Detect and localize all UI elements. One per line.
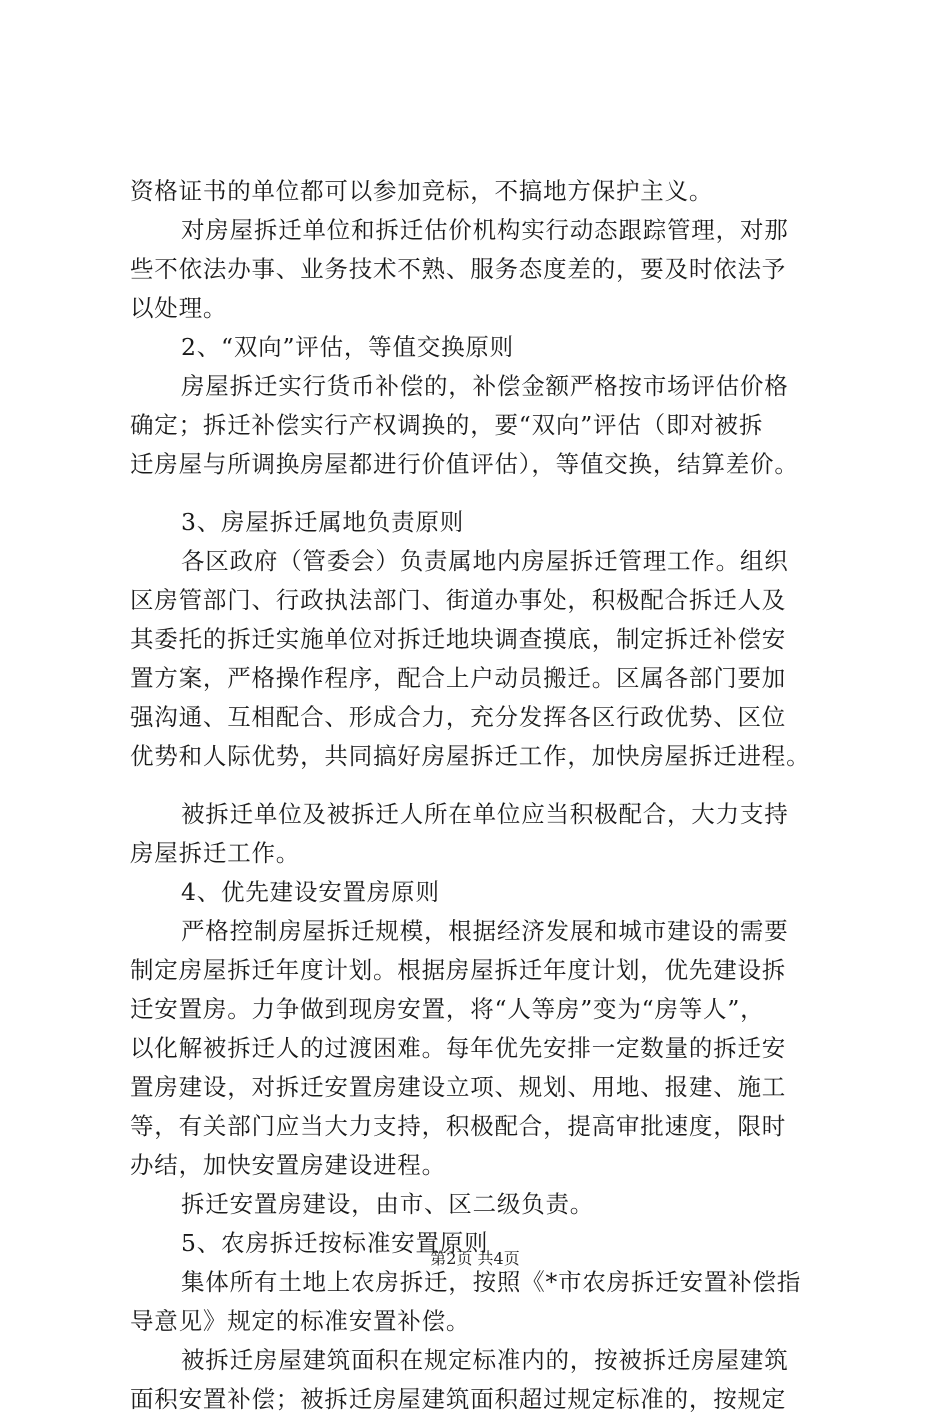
text-line: 房屋拆迁工作。 — [130, 839, 301, 867]
text-line: 迁安置房。力争做到现房安置，将“人等房”变为“房等人”， — [130, 995, 765, 1023]
text-line: 集体所有土地上农房拆迁，按照《*市农房拆迁安置补偿指 — [181, 1268, 802, 1296]
text-line: 导意见》规定的标准安置补偿。 — [130, 1307, 471, 1335]
paragraph-gap — [130, 484, 842, 503]
text-line: 对房屋拆迁单位和拆迁估价机构实行动态跟踪管理，对那 — [181, 216, 789, 244]
section-heading: 4、优先建设安置房原则 — [181, 878, 440, 906]
text-line: 制定房屋拆迁年度计划。根据房屋拆迁年度计划，优先建设拆 — [130, 956, 787, 984]
text-line: 以处理。 — [130, 294, 228, 322]
text-line: 优势和人际优势，共同搞好房屋拆迁工作，加快房屋拆迁进程。 — [130, 742, 811, 770]
text-line: 强沟通、互相配合、形成合力，充分发挥各区行政优势、区位 — [130, 703, 787, 731]
text-line: 被拆迁房屋建筑面积在规定标准内的，按被拆迁房屋建筑 — [181, 1346, 789, 1374]
page-number: 第2页 共4页 — [430, 1249, 520, 1268]
text-line: 各区政府（管委会）负责属地内房屋拆迁管理工作。组织 — [181, 547, 789, 575]
text-line: 办结，加快安置房建设进程。 — [130, 1151, 446, 1179]
text-line: 严格控制房屋拆迁规模，根据经济发展和城市建设的需要 — [181, 917, 789, 945]
section-heading: 5、农房拆迁按标准安置原则 — [181, 1229, 489, 1257]
text-line: 区房管部门、行政执法部门、街道办事处，积极配合拆迁人及 — [130, 586, 787, 614]
text-line: 置房建设，对拆迁安置房建设立项、规划、用地、报建、施工 — [130, 1073, 787, 1101]
text-line: 房屋拆迁实行货币补偿的，补偿金额严格按市场评估价格 — [181, 372, 789, 400]
paragraph-gap — [130, 776, 842, 795]
page-footer — [0, 1246, 950, 1269]
text-line: 以化解被拆迁人的过渡困难。每年优先安排一定数量的拆迁安 — [130, 1034, 787, 1062]
text-line: 资格证书的单位都可以参加竞标，不搞地方保护主义。 — [130, 177, 714, 205]
document-body — [130, 172, 842, 1419]
text-line: 面积安置补偿；被拆迁房屋建筑面积超过规定标准的，按规定 — [130, 1385, 787, 1413]
text-line: 些不依法办事、业务技术不熟、服务态度差的，要及时依法予 — [130, 255, 787, 283]
text-line: 迁房屋与所调换房屋都进行价值评估），等值交换，结算差价。 — [130, 450, 799, 478]
section-heading: 2、“双向”评估，等值交换原则 — [181, 333, 514, 361]
section-heading: 3、房屋拆迁属地负责原则 — [181, 508, 465, 536]
text-line: 其委托的拆迁实施单位对拆迁地块调查摸底，制定拆迁补偿安 — [130, 625, 787, 653]
text-line: 确定；拆迁补偿实行产权调换的，要“双向”评估（即对被拆 — [130, 411, 764, 439]
text-line: 等，有关部门应当大力支持，积极配合，提高审批速度，限时 — [130, 1112, 787, 1140]
text-line: 拆迁安置房建设，由市、区二级负责。 — [181, 1190, 595, 1218]
text-line: 被拆迁单位及被拆迁人所在单位应当积极配合，大力支持 — [181, 800, 789, 828]
text-line: 置方案，严格操作程序，配合上户动员搬迁。区属各部门要加 — [130, 664, 787, 692]
